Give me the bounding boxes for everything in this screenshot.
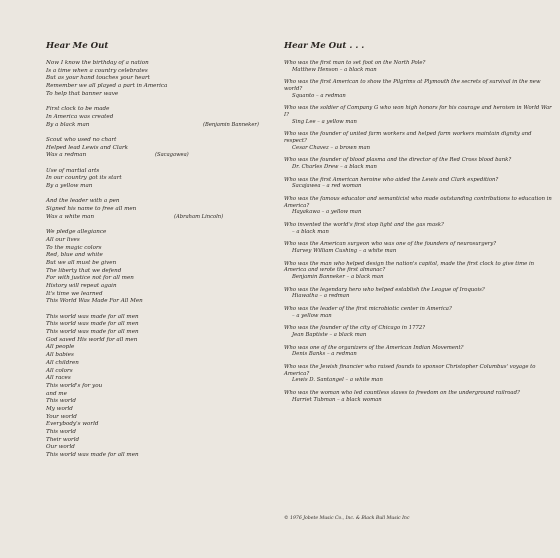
lyric-line — [46, 314, 282, 322]
answer-text: Matthew Henson – a black man — [292, 66, 377, 73]
stanza-gap — [46, 98, 282, 106]
lyric-text: God saved His world for all men — [46, 336, 138, 343]
question-block — [284, 222, 556, 235]
questions-title: Hear Me Out . . . — [284, 41, 365, 51]
question-block — [284, 177, 556, 190]
lyric-line — [46, 406, 282, 414]
lyric-text: Helped lead Lewis and Clark — [46, 144, 129, 151]
lyric-line — [46, 252, 282, 260]
lyric-line — [46, 421, 282, 429]
lyric-text: And the leader with a pen — [46, 198, 120, 205]
lyric-annotation: (Sacagawea) — [155, 152, 189, 159]
lyric-line — [46, 298, 282, 306]
lyrics-title: Hear Me Out — [46, 41, 109, 51]
lyric-text: Now I know the birthday of a nation — [46, 60, 149, 66]
question-block — [284, 105, 556, 125]
answer-text: Hayakawa – a yellow man — [292, 209, 362, 216]
lyric-annotation: (Benjamin Banneker) — [203, 121, 259, 128]
lyric-text: Red, blue and white — [46, 252, 103, 259]
lyric-text: The liberty that we defend — [46, 267, 122, 274]
answer-text: – a yellow man — [292, 312, 332, 319]
question-block — [284, 131, 556, 151]
lyric-line — [46, 291, 282, 299]
question-text: Who was the American surgeon who was one of the founders of neurosurgery? — [284, 241, 497, 248]
lyric-text: This world — [46, 398, 76, 405]
question-block — [284, 287, 556, 300]
question-text: Who was the woman who led countless slaves to freedom on the underground railroad? — [284, 390, 520, 397]
lyric-line — [46, 206, 282, 214]
lyric-line — [46, 375, 282, 383]
question-text: Who was one of the organizers of the American Indian Movement? — [284, 344, 464, 351]
question-block — [284, 196, 556, 216]
lyric-line — [46, 383, 282, 391]
question-text: Who was the legendary hero who helped establish the League of Iroquois? — [284, 286, 485, 293]
lyric-text: All babies — [46, 352, 74, 359]
answer-text: Denis Banks – a redman — [292, 351, 357, 358]
lyric-line — [46, 444, 282, 452]
lyric-text: Is a time when a country celebrates — [46, 67, 148, 74]
lyric-line — [46, 275, 282, 283]
lyric-text: History will repeat again — [46, 282, 117, 289]
question-block — [284, 60, 556, 73]
answer-text: Harvey William Cushing – a white man — [292, 247, 397, 254]
lyric-line — [46, 321, 282, 329]
lyric-line — [46, 198, 282, 206]
lyric-line — [46, 391, 282, 399]
lyric-text: We pledge allegiance — [46, 229, 107, 236]
lyric-text: All people — [46, 344, 75, 351]
lyric-line — [46, 329, 282, 337]
lyric-line — [46, 245, 282, 253]
lyric-text: In America was created — [46, 113, 114, 120]
answer-text: Cesar Chavez – a brown man — [292, 144, 371, 151]
lyric-line — [46, 368, 282, 376]
lyric-line — [46, 106, 282, 114]
lyric-line — [46, 175, 282, 183]
question-text: Who was the first American to show the Pilgrims at Plymouth the secrets of survival in the new world? — [284, 79, 541, 92]
lyric-line — [46, 260, 282, 268]
question-text: Who was the famous educator and semanticist who made outstanding contributions to education in America? — [284, 196, 552, 209]
stanza-gap — [46, 160, 282, 168]
lyric-line — [46, 83, 282, 91]
question-text: Who was the leader of the first microbiotic center in America? — [284, 306, 452, 313]
answer-text: Hiawatha – a redman — [292, 293, 350, 300]
lyric-text: This world was made for all men — [46, 452, 139, 459]
lyric-text: This world — [46, 429, 76, 435]
lyric-line — [46, 122, 282, 130]
lyric-text: This world's for you — [46, 382, 103, 389]
lyric-line — [46, 360, 282, 368]
answer-text: Sacajawea – a red woman — [292, 183, 362, 190]
question-block — [284, 261, 556, 281]
answer-text: Sing Lee – a yellow man — [292, 118, 357, 125]
lyric-line — [46, 437, 282, 445]
lyric-text: But we all must be given — [46, 259, 117, 266]
lyric-text: Use of martial arts — [46, 167, 100, 174]
lyric-line — [46, 75, 282, 83]
question-block — [284, 241, 556, 254]
lyric-text: Everybody's world — [46, 421, 99, 428]
lyric-line — [46, 352, 282, 360]
lyric-text: Signed his name to free all men — [46, 206, 137, 213]
question-text: Who was the Jewish financier who raised founds to sponsor Christopher Columbus' voyage to America? — [284, 364, 536, 377]
lyric-text: By a yellow man — [46, 183, 93, 189]
question-text: Who was the soldier of Company G who won high honors for his courage and heroism in World War I? — [284, 105, 552, 118]
question-text: Who was the founder of blood plasma and the director of the Red Cross blood bank? — [284, 157, 512, 164]
lyric-line — [46, 68, 282, 76]
stanza-gap — [46, 306, 282, 314]
lyric-text: First clock to be made — [46, 106, 110, 113]
lyric-text: This World Was Made For All Men — [46, 298, 143, 305]
answer-text: Harriet Tubman – a black woman — [292, 396, 382, 403]
copyright-notice: © 1976 Jobete Music Co., Inc. & Black Bull Music Inc — [284, 516, 410, 521]
question-block — [284, 306, 556, 319]
question-block — [284, 345, 556, 358]
lyric-line — [46, 229, 282, 237]
stanza-gap — [46, 129, 282, 137]
question-text: Who invented the world's first stop light and the gas mask? — [284, 222, 444, 228]
lyric-line — [46, 414, 282, 422]
lyric-text: This world was made for all men — [46, 313, 139, 320]
lyric-line — [46, 268, 282, 276]
lyric-line — [46, 237, 282, 245]
lyric-text: Our world — [46, 444, 75, 451]
question-block — [284, 390, 556, 403]
answer-text: Dr. Charles Drew – a black man — [292, 163, 377, 170]
lyric-text: This world was made for all men — [46, 321, 139, 328]
question-block — [284, 325, 556, 338]
question-text: Who was the founder of the city of Chicago in 1772? — [284, 325, 426, 332]
lyric-annotation: (Abraham Lincoln) — [174, 213, 224, 220]
lyric-text: Was a redman — [46, 152, 87, 159]
answer-text: – a black man — [292, 228, 329, 235]
lyric-line — [46, 60, 282, 68]
lyric-text: Remember we all played a part in America — [46, 83, 168, 90]
lyric-text: Your world — [46, 413, 77, 420]
answer-text: Benjamin Banneker – a black man — [292, 273, 384, 280]
lyric-text: This world was made for all men — [46, 329, 139, 336]
lyric-text: and me — [46, 390, 67, 397]
lyric-line — [46, 152, 282, 160]
lyric-line — [46, 114, 282, 122]
lyric-text: All races — [46, 375, 71, 382]
lyric-line — [46, 344, 282, 352]
lyric-text: By a black man — [46, 121, 90, 128]
lyric-text: It's time we learned — [46, 290, 103, 297]
answer-text: Lewis D. Santangel – a white man — [292, 377, 383, 384]
lyric-line — [46, 91, 282, 99]
lyric-text: All our lives — [46, 236, 80, 243]
lyric-text: But as your hand touches your heart — [46, 75, 150, 82]
lyric-line — [46, 452, 282, 460]
lyric-text: All children — [46, 359, 79, 366]
stanza-gap — [46, 221, 282, 229]
lyric-line — [46, 337, 282, 345]
lyric-text: Their world — [46, 436, 80, 443]
lyric-line — [46, 183, 282, 191]
lyric-text: All colors — [46, 367, 73, 374]
stanza-gap — [46, 191, 282, 199]
question-text: Who was the first man to set foot on the North Pole? — [284, 60, 426, 66]
lyric-text: To help that banner wave — [46, 90, 119, 97]
lyric-line — [46, 214, 282, 222]
question-block — [284, 157, 556, 170]
lyric-text: Scout who used no chart — [46, 136, 117, 143]
lyrics — [46, 60, 282, 460]
question-block — [284, 364, 556, 384]
lyric-text: To the magic colors — [46, 244, 102, 251]
lyric-line — [46, 168, 282, 176]
lyric-line — [46, 398, 282, 406]
question-block — [284, 79, 556, 99]
lyric-line — [46, 429, 282, 437]
answer-text: Jean Baptiste – a black man — [292, 332, 367, 339]
question-list — [284, 60, 556, 410]
answer-text: Squanto – a redman — [292, 92, 346, 99]
lyric-text: My world — [46, 405, 73, 412]
lyric-line — [46, 137, 282, 145]
lyric-line — [46, 283, 282, 291]
question-text: Who was the first American heroine who aided the Lewis and Clark expedition? — [284, 176, 499, 183]
question-text: Who was the founder of united farm workers and helped farm workers maintain dignity and respect? — [284, 131, 532, 144]
lyric-text: For with justice not for all men — [46, 275, 134, 282]
lyric-text: In our country got its start — [46, 175, 122, 182]
question-text: Who was the man who helped design the nation's capitol, made the first clock to give time in America and wrote the first almanac? — [284, 260, 535, 274]
lyric-text: Was a white man — [46, 213, 95, 220]
